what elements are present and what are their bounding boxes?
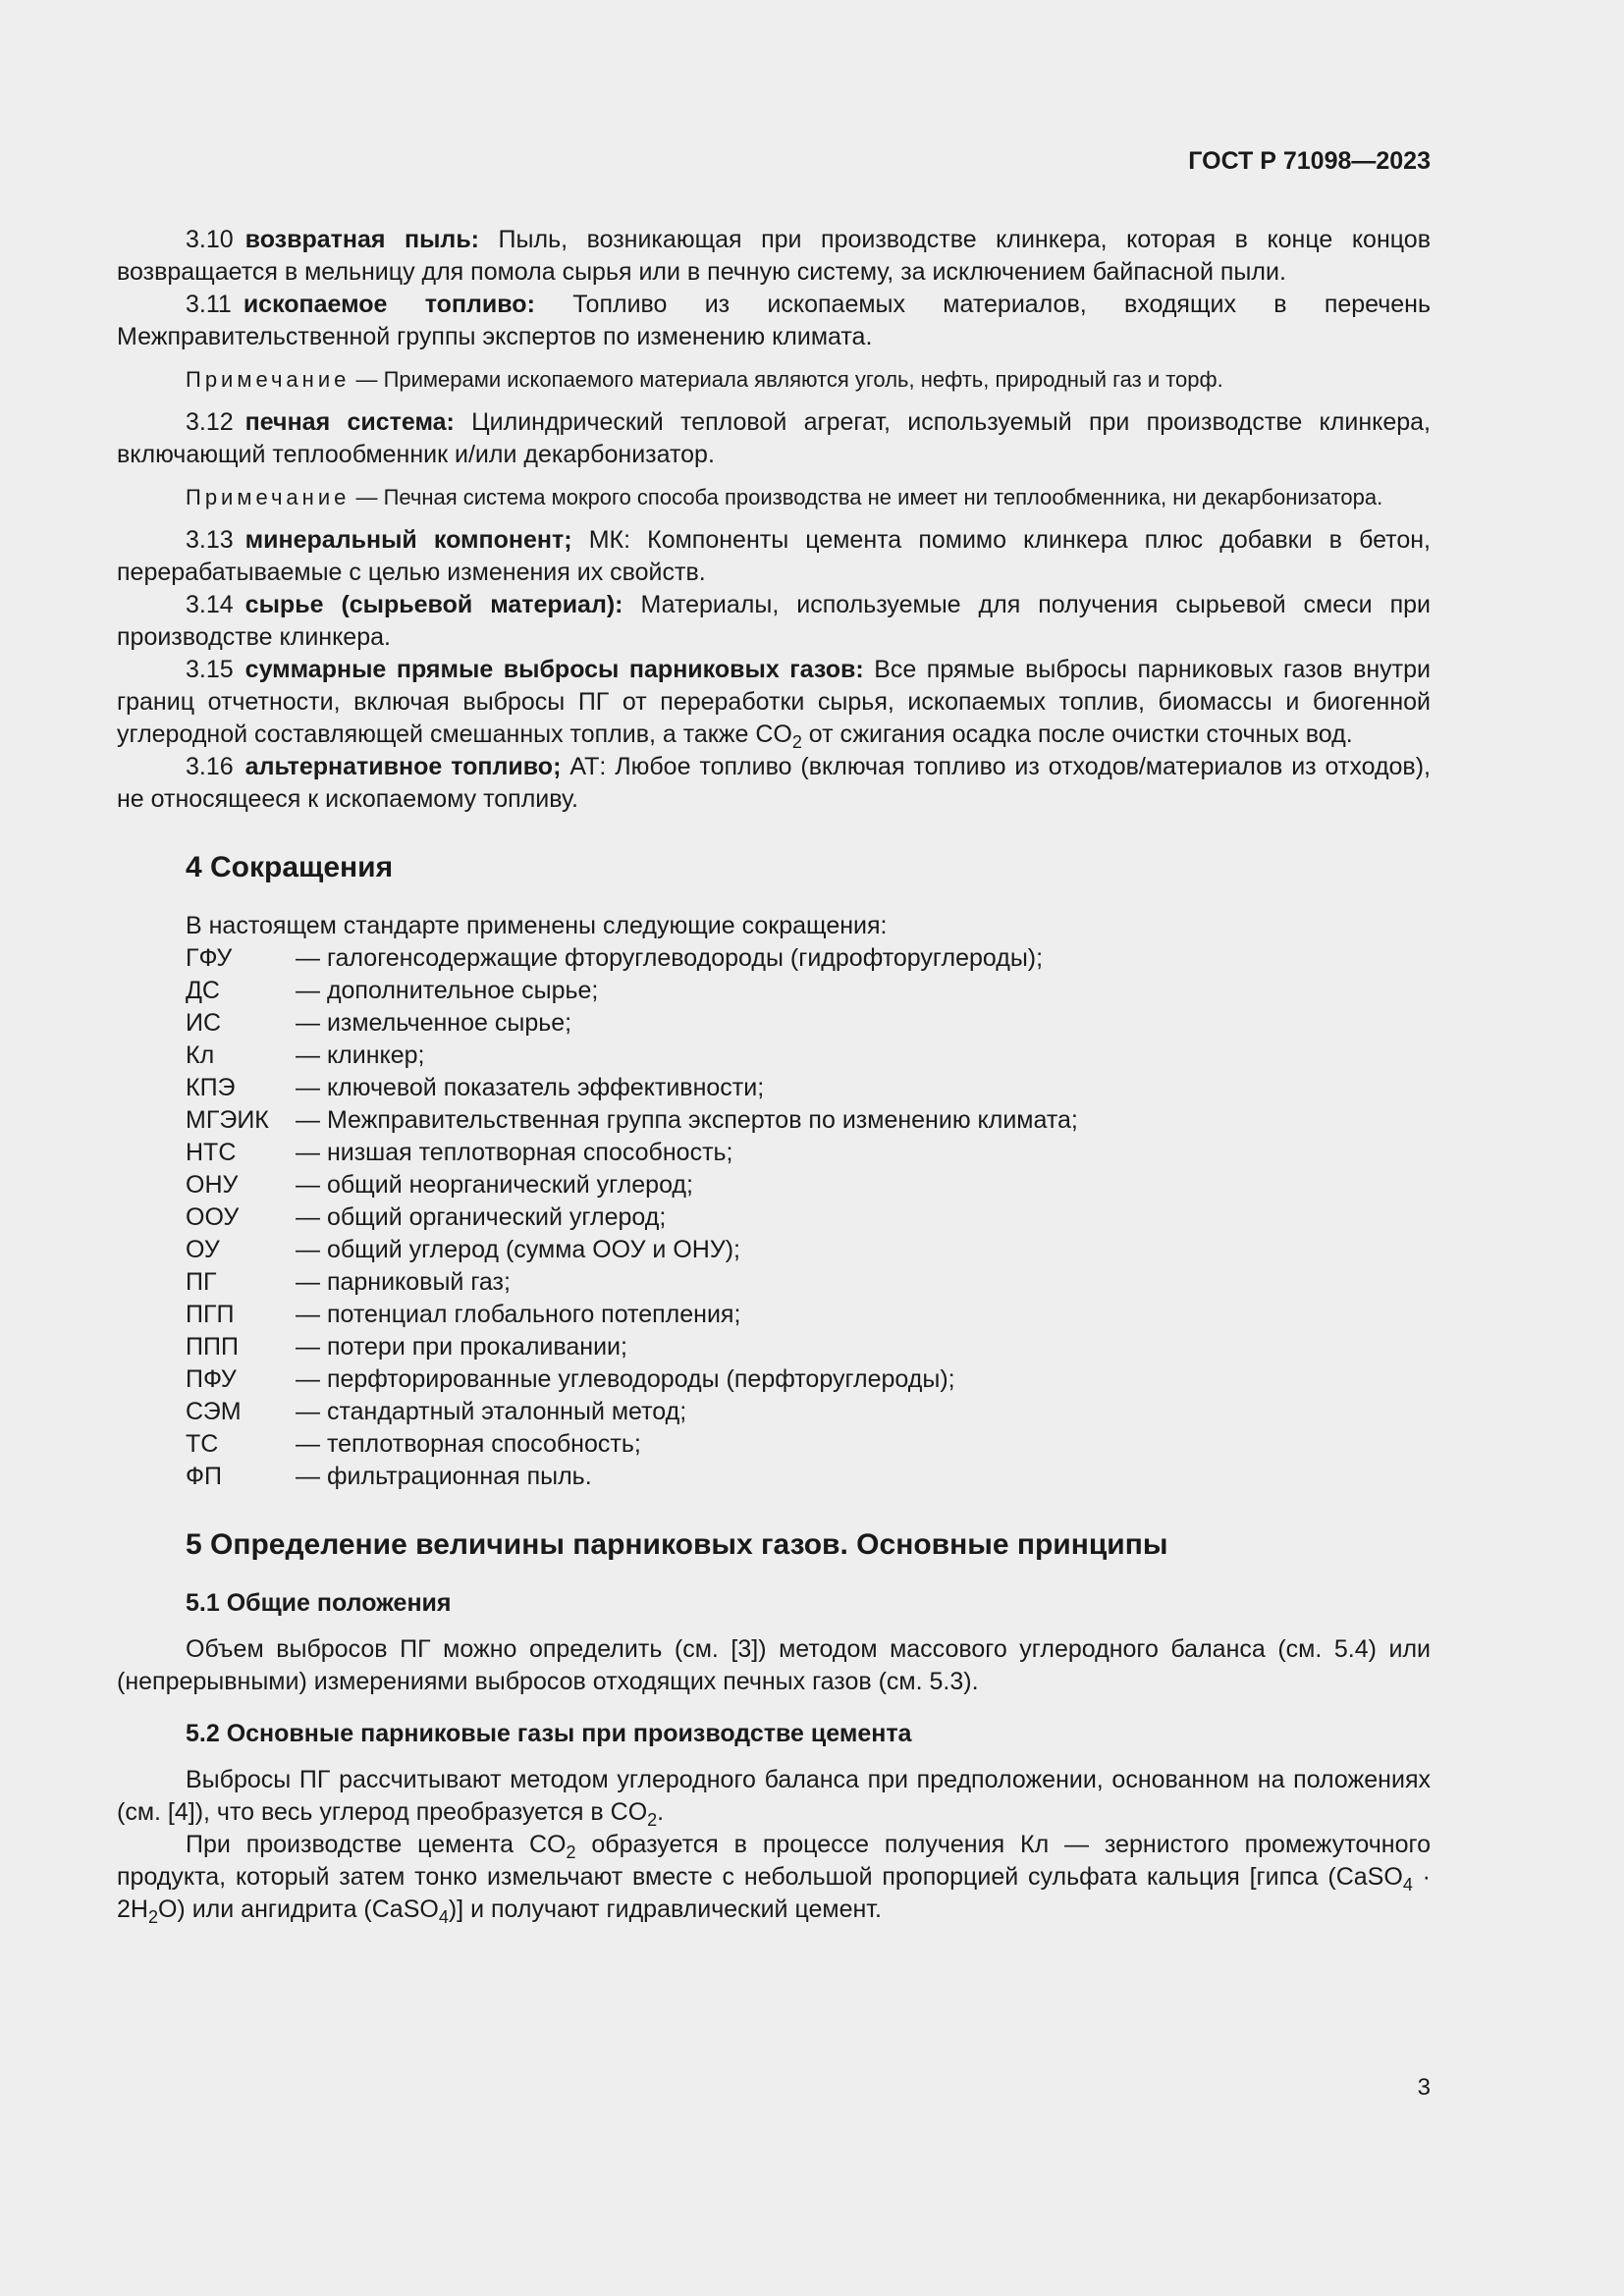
abbreviation-key: ПГП: [186, 1301, 235, 1328]
text: · 2H: [117, 1863, 1431, 1923]
subscript: 2: [566, 1842, 576, 1862]
abbreviation-key: ППП: [186, 1333, 239, 1361]
abbreviation-key: ФП: [186, 1463, 222, 1490]
definition-3-11: [117, 289, 1431, 353]
def-term: возвратная пыль:: [244, 226, 480, 253]
section-5-2-para-1: [117, 1764, 1431, 1829]
abbreviation-item: [186, 1104, 1431, 1137]
def-number: 3.11: [186, 291, 232, 318]
abbreviation-value: — теплотворная способность;: [296, 1430, 641, 1458]
abbreviation-key: ДС: [186, 977, 220, 1004]
abbreviation-item: [186, 1072, 1431, 1104]
definition-3-10: [117, 224, 1431, 289]
note-text: — Печная система мокрого способа производства не имеет ни теплообменника, ни декарбонизатора.: [350, 485, 1383, 509]
subscript: 4: [1402, 1875, 1413, 1895]
definition-3-16: [117, 751, 1431, 816]
abbreviation-key: ПГ: [186, 1268, 217, 1296]
abbreviation-value: — общий углерод (сумма ООУ и ОНУ);: [296, 1236, 740, 1263]
section-5-2-title: 5.2 Основные парниковые газы при производстве цемента: [186, 1720, 912, 1747]
abbreviation-value: — ключевой показатель эффективности;: [296, 1074, 765, 1101]
def-text: Топливо из ископаемых материалов, входящих в перечень Межправительственной группы экспертов по изменению климата.: [117, 291, 1432, 350]
abbreviation-key: ОНУ: [186, 1171, 239, 1199]
def-text: Пыль, возникающая при производстве клинкера, которая в конце концов возвращается в мельницу для помола сырья или в печную систему, за исключением байпасной пыли.: [117, 226, 1431, 286]
abbreviation-key: ИС: [186, 1009, 222, 1037]
section-5-1-text: Объем выбросов ПГ можно определить (см. [3]) методом массового углеродного баланса (см. 5.4) или (непрерывными) измерениями выбросов отходящих печных газов (см. 5.3).: [117, 1635, 1431, 1695]
abbreviation-item: [186, 1299, 1431, 1331]
document-header: ГОСТ Р 71098—2023: [1188, 147, 1431, 175]
abbreviation-value: — общий неорганический углерод;: [296, 1171, 693, 1199]
abbreviation-key: ПФУ: [186, 1365, 237, 1393]
abbreviation-key: ТС: [186, 1430, 219, 1458]
def-number: 3.13: [186, 526, 234, 554]
definition-3-15: [117, 654, 1431, 751]
section-5-1-title: 5.1 Общие положения: [186, 1589, 452, 1617]
def-text: Материалы, используемые для получения сырьевой смеси при производстве клинкера.: [117, 591, 1431, 651]
subscript: 2: [147, 1907, 158, 1927]
def-number: 3.12: [186, 408, 234, 436]
abbreviation-value: — парниковый газ;: [296, 1268, 511, 1296]
abbreviation-item: [186, 1266, 1431, 1299]
abbreviation-value: — клинкер;: [296, 1041, 425, 1069]
note-label: Примечание: [186, 485, 351, 509]
text: )] и получают гидравлический цемент.: [448, 1896, 882, 1923]
page-number: 3: [1417, 2074, 1431, 2101]
abbreviation-key: СЭМ: [186, 1398, 242, 1425]
abbreviation-item: [186, 1428, 1431, 1461]
abbreviation-value: — измельченное сырье;: [296, 1009, 572, 1037]
abbreviation-value: — фильтрационная пыль.: [296, 1463, 592, 1490]
abbreviation-value: — стандартный эталонный метод;: [296, 1398, 687, 1425]
abbreviation-key: ОУ: [186, 1236, 220, 1263]
page-content: [117, 137, 1431, 1926]
text: Выбросы ПГ рассчитывают методом углеродного баланса при предположении, основанном на положениях (см. [4]), что весь углерод преобразуется в CO: [117, 1766, 1431, 1826]
def-number: 3.16: [186, 753, 234, 780]
text: образуется в процессе получения Кл — зернистого промежуточного продукта, который затем тонко измельчают вместе с небольшой пропорцией сульфата кальция [гипса (CaSO: [117, 1831, 1431, 1891]
abbreviation-key: НТС: [186, 1139, 237, 1166]
note-1: [117, 365, 1431, 395]
subscript: 2: [791, 732, 802, 752]
abbreviation-value: — низшая теплотворная способность;: [296, 1139, 733, 1166]
definition-3-13: [117, 524, 1431, 589]
text: O) или ангидрита (CaSO: [157, 1896, 439, 1923]
abbreviation-key: Кл: [186, 1041, 215, 1069]
section-5-2-para-2: [117, 1829, 1431, 1926]
def-text: МК: Компоненты цемента помимо клинкера плюс добавки в бетон, перерабатываемые с целью изменения их свойств.: [117, 526, 1432, 586]
abbreviation-value: — дополнительное сырье;: [296, 977, 599, 1004]
def-term: ископаемое топливо:: [243, 291, 535, 318]
def-term: печная система:: [244, 408, 455, 436]
abbreviation-item: [186, 1461, 1431, 1493]
abbreviation-value: — потери при прокаливании;: [296, 1333, 627, 1361]
section-4-title: 4 Сокращения: [186, 851, 394, 883]
abbreviation-item: [186, 942, 1431, 975]
def-number: 3.14: [186, 591, 234, 618]
abbreviation-value: — перфторированные углеводороды (перфторуглероды);: [296, 1365, 955, 1393]
abbreviation-item: [186, 975, 1431, 1007]
text: При производстве цемента CO: [186, 1831, 567, 1858]
abbreviation-item: [186, 1201, 1431, 1234]
abbreviation-item: [186, 1363, 1431, 1396]
abbreviation-value: — общий органический углерод;: [296, 1203, 667, 1231]
abbreviation-item: [186, 1040, 1431, 1072]
note-label: Примечание: [186, 367, 351, 392]
abbreviation-key: ООУ: [186, 1203, 240, 1231]
abbreviation-intro: В настоящем стандарте применены следующие сокращения:: [186, 912, 888, 939]
abbreviation-list: [186, 910, 1431, 1493]
abbreviation-item: [186, 1396, 1431, 1428]
definition-3-12: [117, 406, 1431, 471]
abbreviation-key: КПЭ: [186, 1074, 236, 1101]
def-term: альтернативное топливо;: [244, 753, 562, 780]
text: .: [657, 1798, 665, 1826]
abbreviation-item: [186, 1234, 1431, 1266]
def-term: сырье (сырьевой материал):: [244, 591, 623, 618]
note-2: [117, 483, 1431, 512]
abbreviation-item: [186, 1137, 1431, 1169]
abbreviation-value: — Межправительственная группа экспертов по изменению климата;: [296, 1106, 1078, 1134]
abbreviation-key: ГФУ: [186, 944, 233, 972]
abbreviation-item: [186, 1331, 1431, 1363]
def-text: Все прямые выбросы парниковых газов внутри границ отчетности, включая выбросы ПГ от переработки сырья, ископаемых топлив, биомассы и биогенной углеродной составляющей смешанных топлив, а также CO: [117, 656, 1431, 748]
def-number: 3.15: [186, 656, 234, 683]
abbreviation-rows: [186, 942, 1431, 1493]
abbreviation-key: МГЭИК: [186, 1106, 269, 1134]
subscript: 4: [438, 1907, 449, 1927]
abbreviation-item: [186, 1007, 1431, 1040]
def-text: АТ: Любое топливо (включая топливо из отходов/материалов из отходов), не относящееся к ископаемому топливу.: [117, 753, 1431, 813]
abbreviation-value: — галогенсодержащие фторуглеводороды (гидрофторуглероды);: [296, 944, 1044, 972]
def-number: 3.10: [186, 226, 234, 253]
section-5-title: 5 Определение величины парниковых газов. Основные принципы: [186, 1528, 1168, 1561]
abbreviation-value: — потенциал глобального потепления;: [296, 1301, 741, 1328]
note-text: — Примерами ископаемого материала являются уголь, нефть, природный газ и торф.: [350, 367, 1223, 392]
def-text: Цилиндрический тепловой агрегат, используемый при производстве клинкера, включающий теплообменник и/или декарбонизатор.: [117, 408, 1432, 468]
abbreviation-item: [186, 1169, 1431, 1201]
def-text-cont: от сжигания осадка после очистки сточных вод.: [801, 721, 1353, 748]
definition-3-14: [117, 589, 1431, 654]
def-term: суммарные прямые выбросы парниковых газов:: [244, 656, 864, 683]
def-term: минеральный компонент;: [244, 526, 572, 554]
subscript: 2: [647, 1810, 658, 1830]
